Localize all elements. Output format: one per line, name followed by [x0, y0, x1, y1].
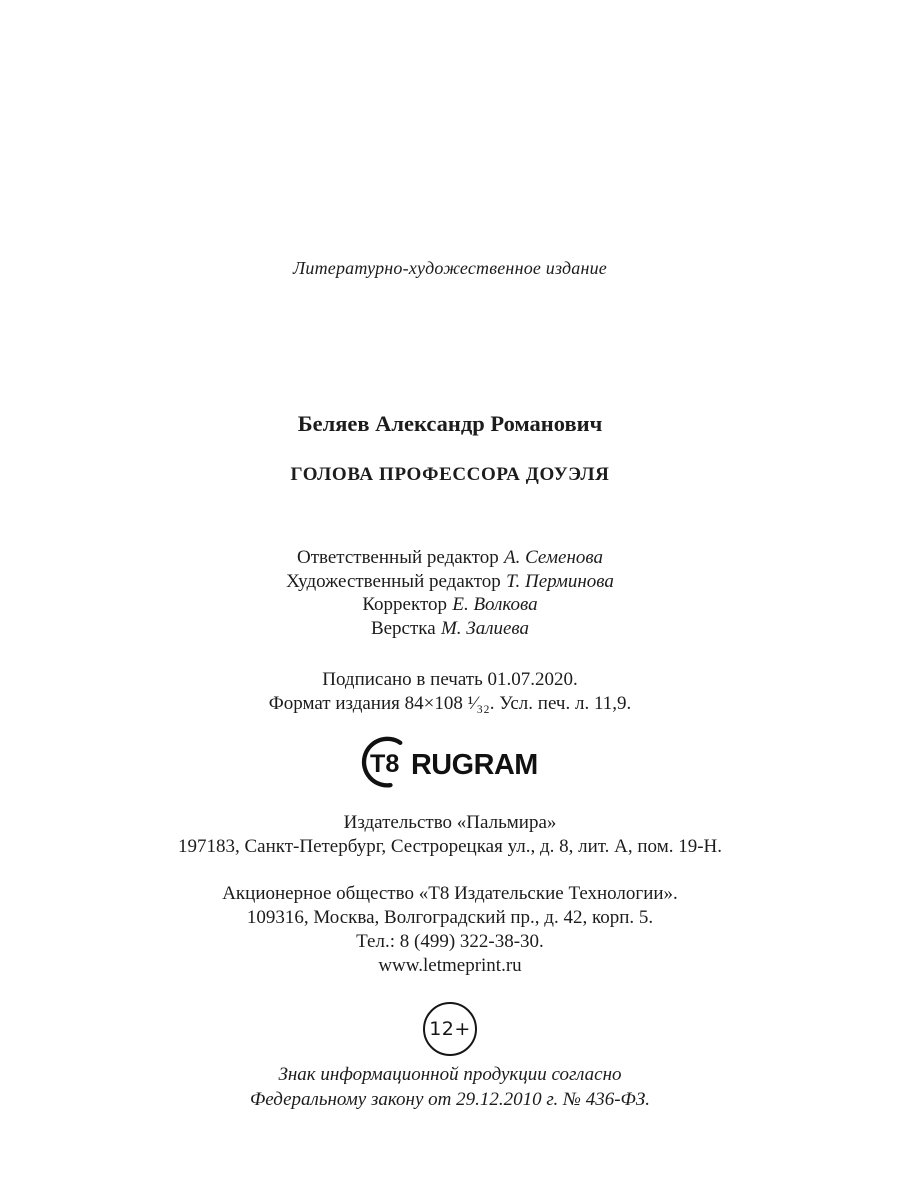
print-format-line: Формат издания 84×108 ¹⁄₃₂. Усл. печ. л. 11,9. — [268, 692, 632, 714]
credit-role: Художественный редактор — [286, 570, 501, 592]
company-phone: Тел.: 8 (499) 322-38-30. — [356, 931, 544, 952]
t8-rugram-logo — [0, 731, 900, 789]
publisher-address: 197183, Санкт-Петербург, Сестрорецкая ул., д. 8, лит. А, пом. 19-Н. — [177, 835, 723, 857]
credit-line-managing-editor — [0, 546, 900, 570]
credit-role: Ответственный редактор — [296, 547, 499, 568]
company-name: Акционерное общество «Т8 Издательские Технологии». — [222, 883, 678, 904]
info-product-sign — [0, 1063, 900, 1112]
company-website: www.letmeprint.ru — [378, 955, 522, 976]
credit-line-layout — [0, 617, 900, 641]
credit-line-art-editor — [0, 570, 900, 594]
credit-person: Е. Волкова — [452, 594, 538, 615]
credit-person: Т. Перминова — [506, 570, 614, 592]
logo-rugram-text: RUGRAM — [410, 748, 538, 781]
age-rating-label: 12+ — [429, 1018, 471, 1040]
edition-type-label: Литературно-художественное издание — [293, 258, 607, 278]
credit-role: Верстка — [370, 617, 436, 639]
company-block — [0, 882, 900, 978]
logo-t8-text: T8 — [370, 750, 400, 779]
publisher-block — [0, 811, 900, 858]
t8-rugram-logo-icon — [357, 732, 543, 788]
info-sign-line2: Федеральному закону от 29.12.2010 г. № 436-ФЗ. — [250, 1088, 650, 1110]
age-rating-badge — [423, 1002, 477, 1056]
credits-block — [0, 546, 900, 640]
book-title: ГОЛОВА ПРОФЕССОРА ДОУЭЛЯ — [290, 464, 610, 485]
author-name: Беляев Александр Романович — [297, 411, 603, 436]
publisher-name: Издательство «Пальмира» — [343, 812, 557, 833]
credit-person: М. Залиева — [440, 617, 530, 639]
credit-person: А. Семенова — [504, 547, 603, 568]
info-sign-line1: Знак информационной продукции согласно — [278, 1064, 622, 1085]
credit-line-proofreader — [0, 593, 900, 617]
print-date-line: Подписано в печать 01.07.2020. — [322, 669, 578, 690]
company-address: 109316, Москва, Волгоградский пр., д. 42, корп. 5. — [246, 907, 654, 928]
credit-role: Корректор — [362, 594, 448, 615]
print-info-block — [0, 668, 900, 715]
